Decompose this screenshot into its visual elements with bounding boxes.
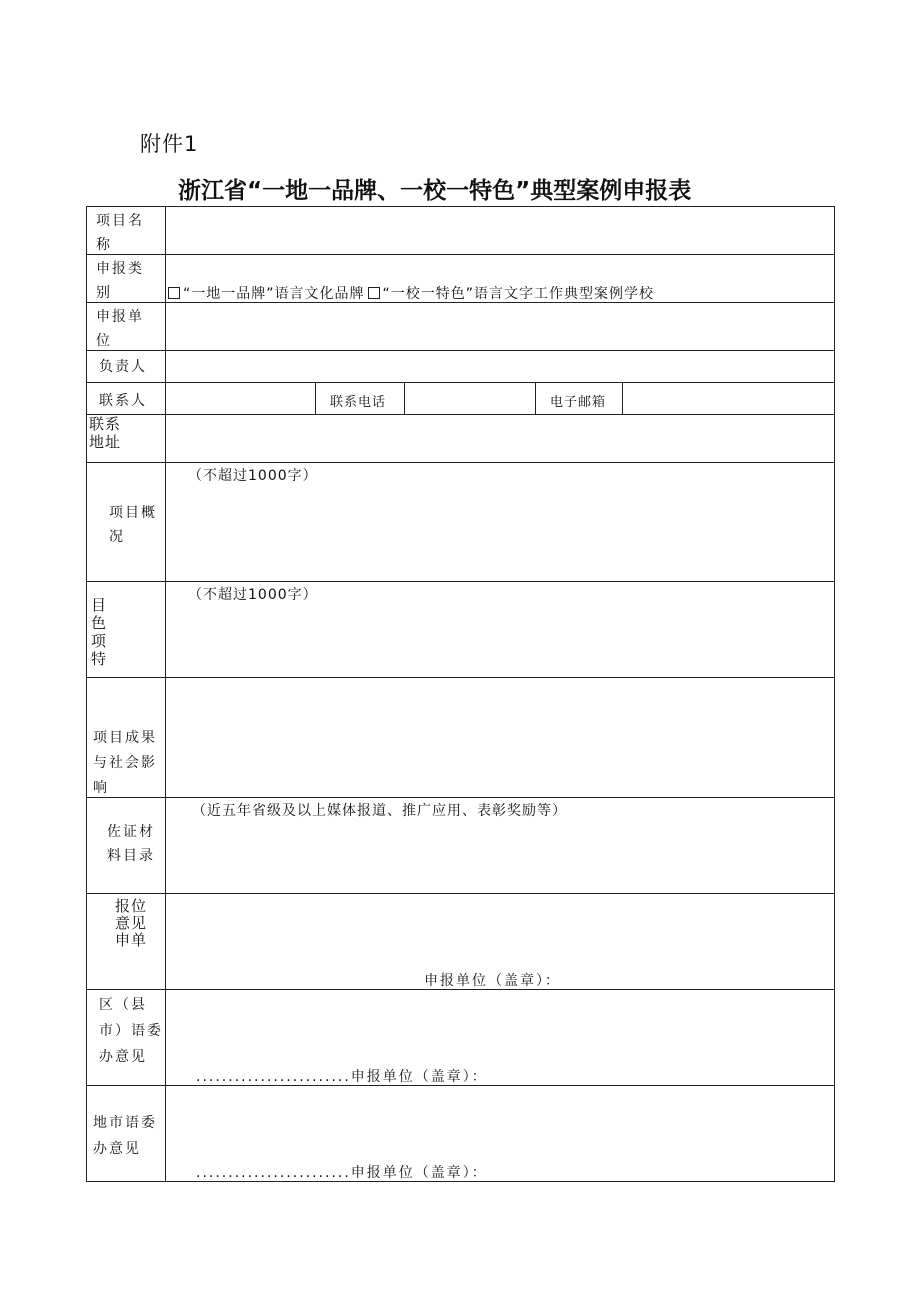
label-overview: 项目概况 [87,463,166,582]
row-project-name [87,207,835,255]
label-project-name: 项目名称 [87,207,166,255]
evidence-note: （近五年省级及以上媒体报道、推广应用、表彰奖励等） [192,803,567,819]
input-leader[interactable] [166,351,835,383]
category-options [166,255,835,303]
label-achievement: 项目成果与社会影响 [87,678,166,798]
input-opinion[interactable] [166,894,835,990]
input-county[interactable] [166,990,835,1086]
label-opinion: 报位意见申单 [87,894,166,990]
form-title: 浙江省“一地一品牌、一校一特色”典型案例申报表 [178,178,692,204]
input-unit[interactable] [166,303,835,351]
label-email: 电子邮箱 [536,383,623,415]
input-project-name[interactable] [166,207,835,255]
option-school-label: “一校一特色”语言文字工作典型案例学校 [382,286,655,302]
option-brand-label: “一地一品牌”语言文化品牌 [183,286,365,302]
checkbox-school[interactable] [368,287,380,299]
row-opinion [87,894,835,990]
row-county [87,990,835,1086]
label-county: 区（县市）语委办意见 [87,990,166,1086]
label-city: 地市语委办意见 [87,1086,166,1182]
row-category [87,255,835,303]
opinion-stamp-label: 申报单位（盖章）： [424,973,561,989]
label-phone: 联系电话 [316,383,405,415]
county-stamp-label: ........................申报单位（盖章）： [196,1069,488,1085]
input-address[interactable] [166,415,835,463]
label-address: 联系地址 [87,415,166,463]
row-overview [87,463,835,582]
row-evidence [87,798,835,894]
label-category: 申报类别 [87,255,166,303]
application-form-table [86,206,835,1182]
row-achievement [87,678,835,798]
input-city[interactable] [166,1086,835,1182]
row-leader [87,351,835,383]
label-leader: 负责人 [87,351,166,383]
input-overview[interactable] [166,463,835,582]
label-contact: 联系人 [87,383,166,415]
city-stamp-label: ........................申报单位（盖章）： [196,1165,488,1181]
row-city [87,1086,835,1182]
row-contact [87,383,835,415]
input-email[interactable] [623,383,835,415]
input-achievement[interactable] [166,678,835,798]
input-evidence[interactable] [166,798,835,894]
input-feature[interactable] [166,582,835,678]
input-phone[interactable] [405,383,536,415]
label-evidence: 佐证材料目录 [87,798,166,894]
row-address [87,415,835,463]
input-contact[interactable] [166,383,316,415]
overview-note: （不超过1000字） [188,468,318,484]
feature-note: （不超过1000字） [188,587,318,603]
attachment-label: 附件1 [140,132,199,156]
row-feature [87,582,835,678]
checkbox-brand[interactable] [168,287,180,299]
label-feature: 目色项特 [87,582,166,678]
label-unit: 申报单位 [87,303,166,351]
row-unit [87,303,835,351]
